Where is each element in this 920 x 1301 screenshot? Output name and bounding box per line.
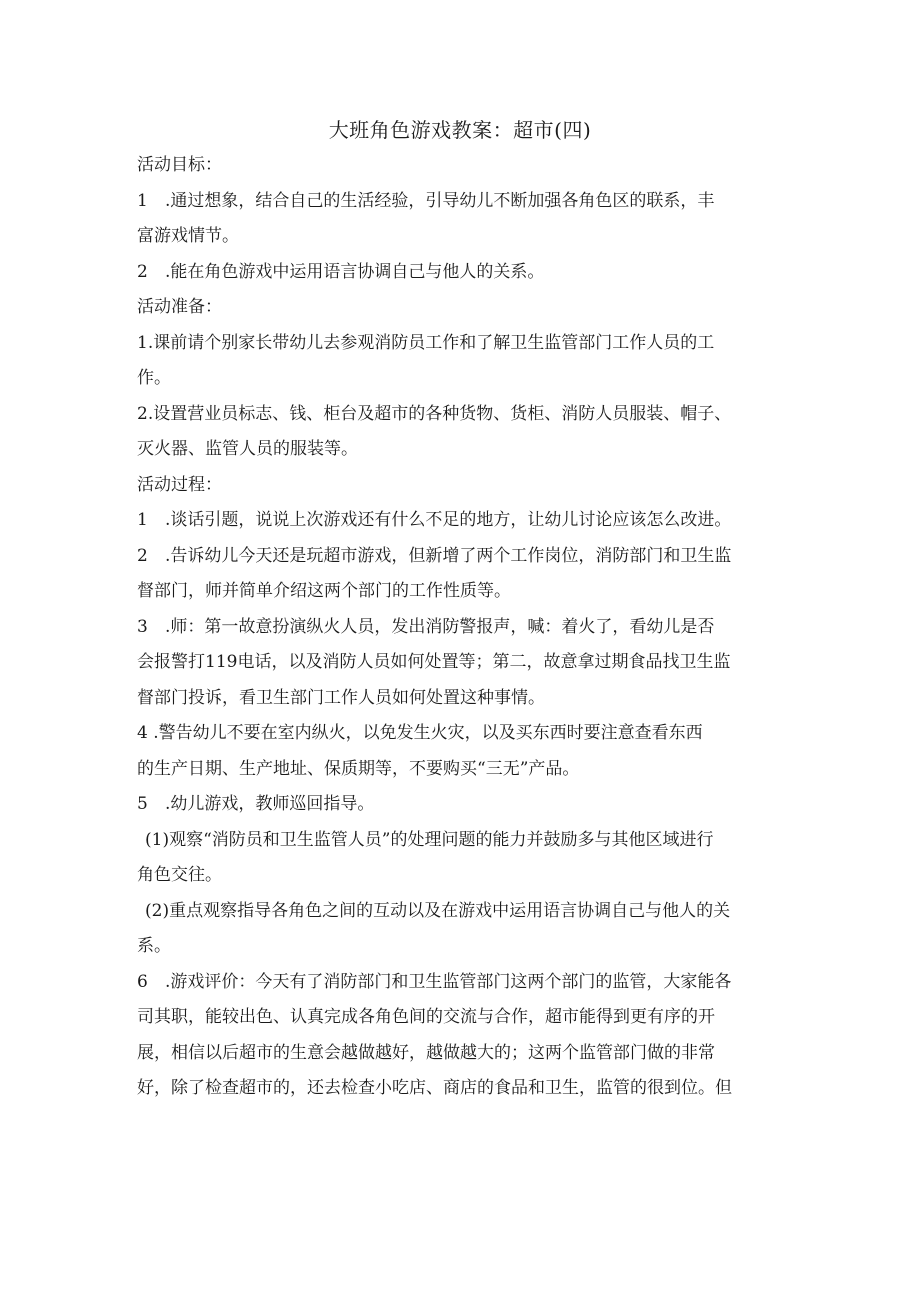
process-item-2 xyxy=(137,539,792,575)
subitem-2-continued: 系。 xyxy=(137,936,171,956)
process-item-6-continued: 好，除了检查超市的，还去检查小吃店、商店的食品和卫生，监管的很到位。但 xyxy=(137,1078,732,1098)
subitem-1: (1)观察“消防员和卫生监管人员”的处理问题的能力并鼓励多与其他区域进行 xyxy=(145,829,714,850)
prep-item-2-continued: 灭火器、监管人员的服装等。 xyxy=(137,439,358,459)
item-text: .幼儿游戏，教师巡回指导。 xyxy=(165,794,375,814)
process-item-6-continued: 展，相信以后超市的生意会越做越好，越做越大的；这两个监管部门做的非常 xyxy=(137,1042,715,1063)
process-item-4-continued: 的生产日期、生产地址、保质期等，不要购买“三无”产品。 xyxy=(137,758,580,779)
process-item-6 xyxy=(137,965,792,1001)
item-number: 2 xyxy=(137,261,148,282)
process-item-2-continued: 督部门，师并简单介绍这两个部门的工作性质等。 xyxy=(137,581,511,601)
item-number: 5 xyxy=(137,794,148,814)
prep-item-2: 2.设置营业员标志、钱、柜台及超市的各种货物、货柜、消防人员服装、帽子、 xyxy=(137,403,732,424)
process-item-3 xyxy=(137,610,792,646)
item-text: .能在角色游戏中运用语言协调自己与他人的关系。 xyxy=(165,261,545,282)
prep-item-1-continued: 作。 xyxy=(137,368,171,388)
section-heading-process: 活动过程： xyxy=(137,474,222,495)
subitem-1-continued: 角色交往。 xyxy=(137,865,222,885)
item-text: .通过想象，结合自己的生活经验，引导幼儿不断加强各角色区的联系，丰 xyxy=(165,190,715,211)
process-item-6-continued: 司其职，能较出色、认真完成各角色间的交流与合作，超市能得到更有序的开 xyxy=(137,1007,715,1027)
process-item-3-continued: 会报警打119电话，以及消防人员如何处置等；第二，故意拿过期食品找卫生监 xyxy=(137,652,731,672)
subitem-2: (2)重点观察指导各角色之间的互动以及在游戏中运用语言协调自己与他人的关 xyxy=(145,900,731,921)
section-heading-preparation: 活动准备： xyxy=(137,297,222,317)
goal-item-2 xyxy=(137,255,792,291)
process-item-4: 4 .警告幼儿不要在室内纵火，以免发生火灾，以及买东西时要注意查看东西 xyxy=(137,723,703,743)
document-title: 大班角色游戏教案：超市(四) xyxy=(328,118,592,142)
goal-item-1 xyxy=(137,184,792,220)
process-item-3-continued: 督部门投诉，看卫生部门工作人员如何处置这种事情。 xyxy=(137,687,545,708)
process-item-1 xyxy=(137,503,792,539)
item-text: .谈话引题，说说上次游戏还有什么不足的地方，让幼儿讨论应该怎么改进。 xyxy=(165,510,732,530)
item-number: 3 xyxy=(137,616,148,637)
item-number: 6 xyxy=(137,971,148,992)
process-item-5 xyxy=(137,787,792,823)
item-number: 1 xyxy=(137,190,148,211)
section-heading-goals: 活动目标： xyxy=(137,155,222,175)
goal-item-1-continued: 富游戏情节。 xyxy=(137,226,239,246)
item-number: 2 xyxy=(137,545,148,566)
item-text: .师：第一故意扮演纵火人员，发出消防警报声，喊：着火了，看幼儿是否 xyxy=(165,616,715,637)
document-body xyxy=(137,148,792,1107)
item-text: .游戏评价：今天有了消防部门和卫生监管部门这两个部门的监管，大家能各 xyxy=(165,971,732,992)
item-number: 1 xyxy=(137,510,148,530)
item-text: .告诉幼儿今天还是玩超市游戏，但新增了两个工作岗位，消防部门和卫生监 xyxy=(165,545,732,566)
prep-item-1: 1.课前请个别家长带幼儿去参观消防员工作和了解卫生监管部门工作人员的工 xyxy=(137,332,715,353)
